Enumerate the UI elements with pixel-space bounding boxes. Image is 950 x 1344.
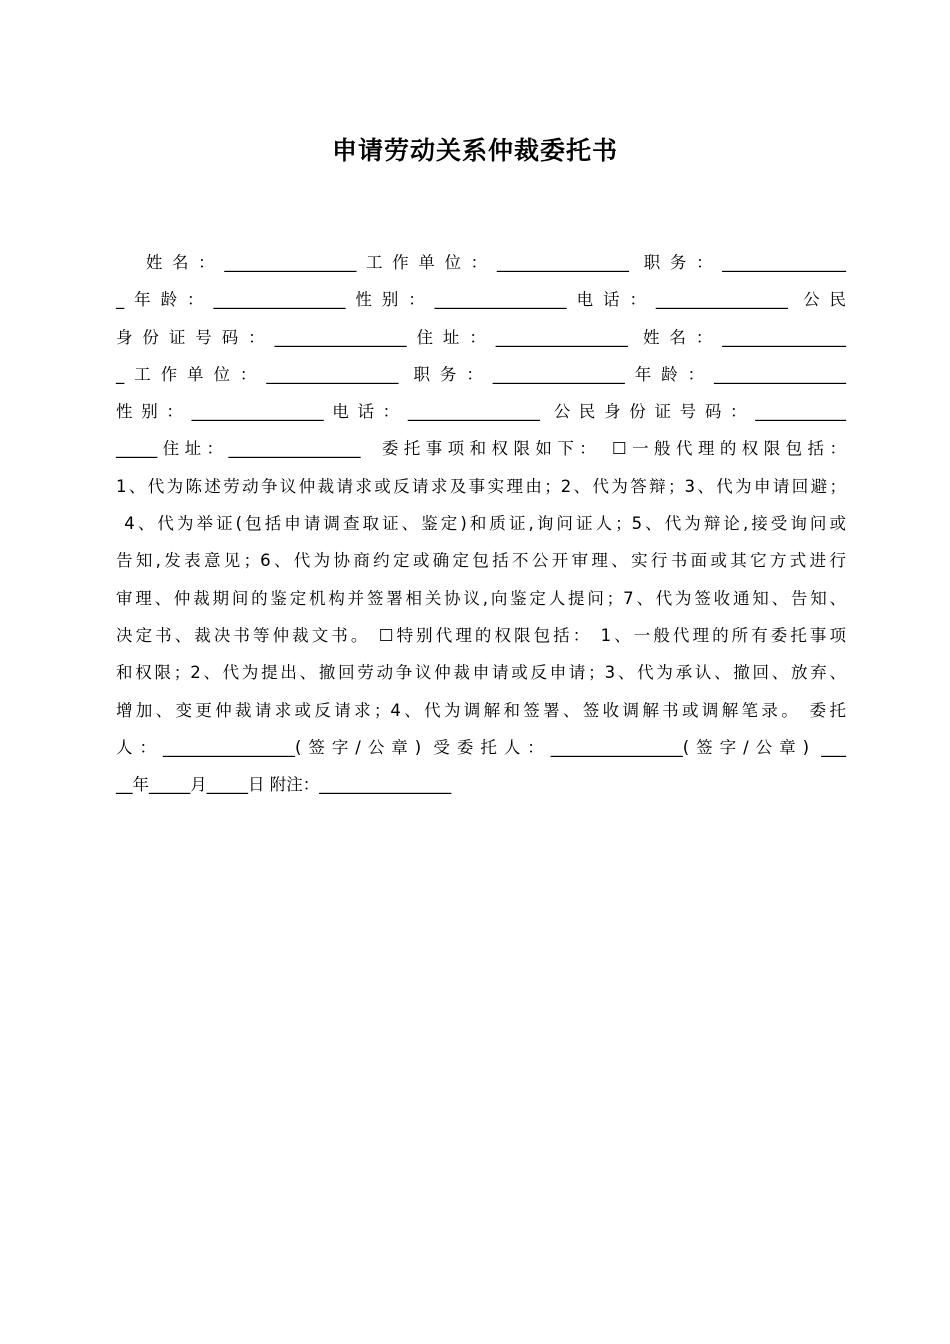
body-line-4: _工作单位：________________ 职务：________________年龄：________________ <box>116 364 846 384</box>
body-line-1: 姓名：________________工作单位：________________ 职务：_______________ <box>116 253 846 272</box>
body-line-9: 告知,发表意见；6、代为协商约定或确定包括不公开审理、实行书面或其它方式进行 <box>116 551 846 571</box>
document-body <box>116 244 846 803</box>
body-line-7: 1、代为陈述劳动争议仲裁请求或反请求及事实理由；2、代为答辩；3、代为申请回避； <box>116 476 846 496</box>
body-line-3: 身份证号码：________________住址：________________ 姓名：_______________ <box>116 327 846 347</box>
body-line-2: _年龄：________________性别：________________电话：________________ 公民 <box>116 290 846 310</box>
body-line-10: 审理、仲裁期间的鉴定机构并签署相关协议,向鉴定人提问；7、代为签收通知、告知、 <box>116 588 846 608</box>
body-line-14: 人：________________(签字/公章) 受委托人：________________(签字/公章) ___ <box>116 737 846 757</box>
body-line-5: 性别：________________电话：________________ 公民身份证号码：___________ <box>116 402 846 422</box>
body-line-8: 4、代为举证(包括申请调查取证、鉴定)和质证,询问证人；5、代为辩论,接受询问或 <box>116 514 846 534</box>
body-line-6: _____住址：________________ 委托事项和权限如下： ☐一般代理的权限包括： <box>116 439 846 459</box>
document-title: 申请劳动关系仲裁委托书 <box>331 136 618 165</box>
body-line-12: 和权限；2、代为提出、撤回劳动争议仲裁申请或反申请；3、代为承认、撤回、放弃、 <box>116 663 846 683</box>
body-line-15: __年_____月_____日 附注：________________ <box>116 775 452 795</box>
body-line-11: 决定书、裁决书等仲裁文书。 ☐特别代理的权限包括： 1、一般代理的所有委托事项 <box>116 625 846 645</box>
body-line-13: 增加、变更仲裁请求或反请求；4、代为调解和签署、签收调解书或调解笔录。 委托 <box>116 700 846 720</box>
